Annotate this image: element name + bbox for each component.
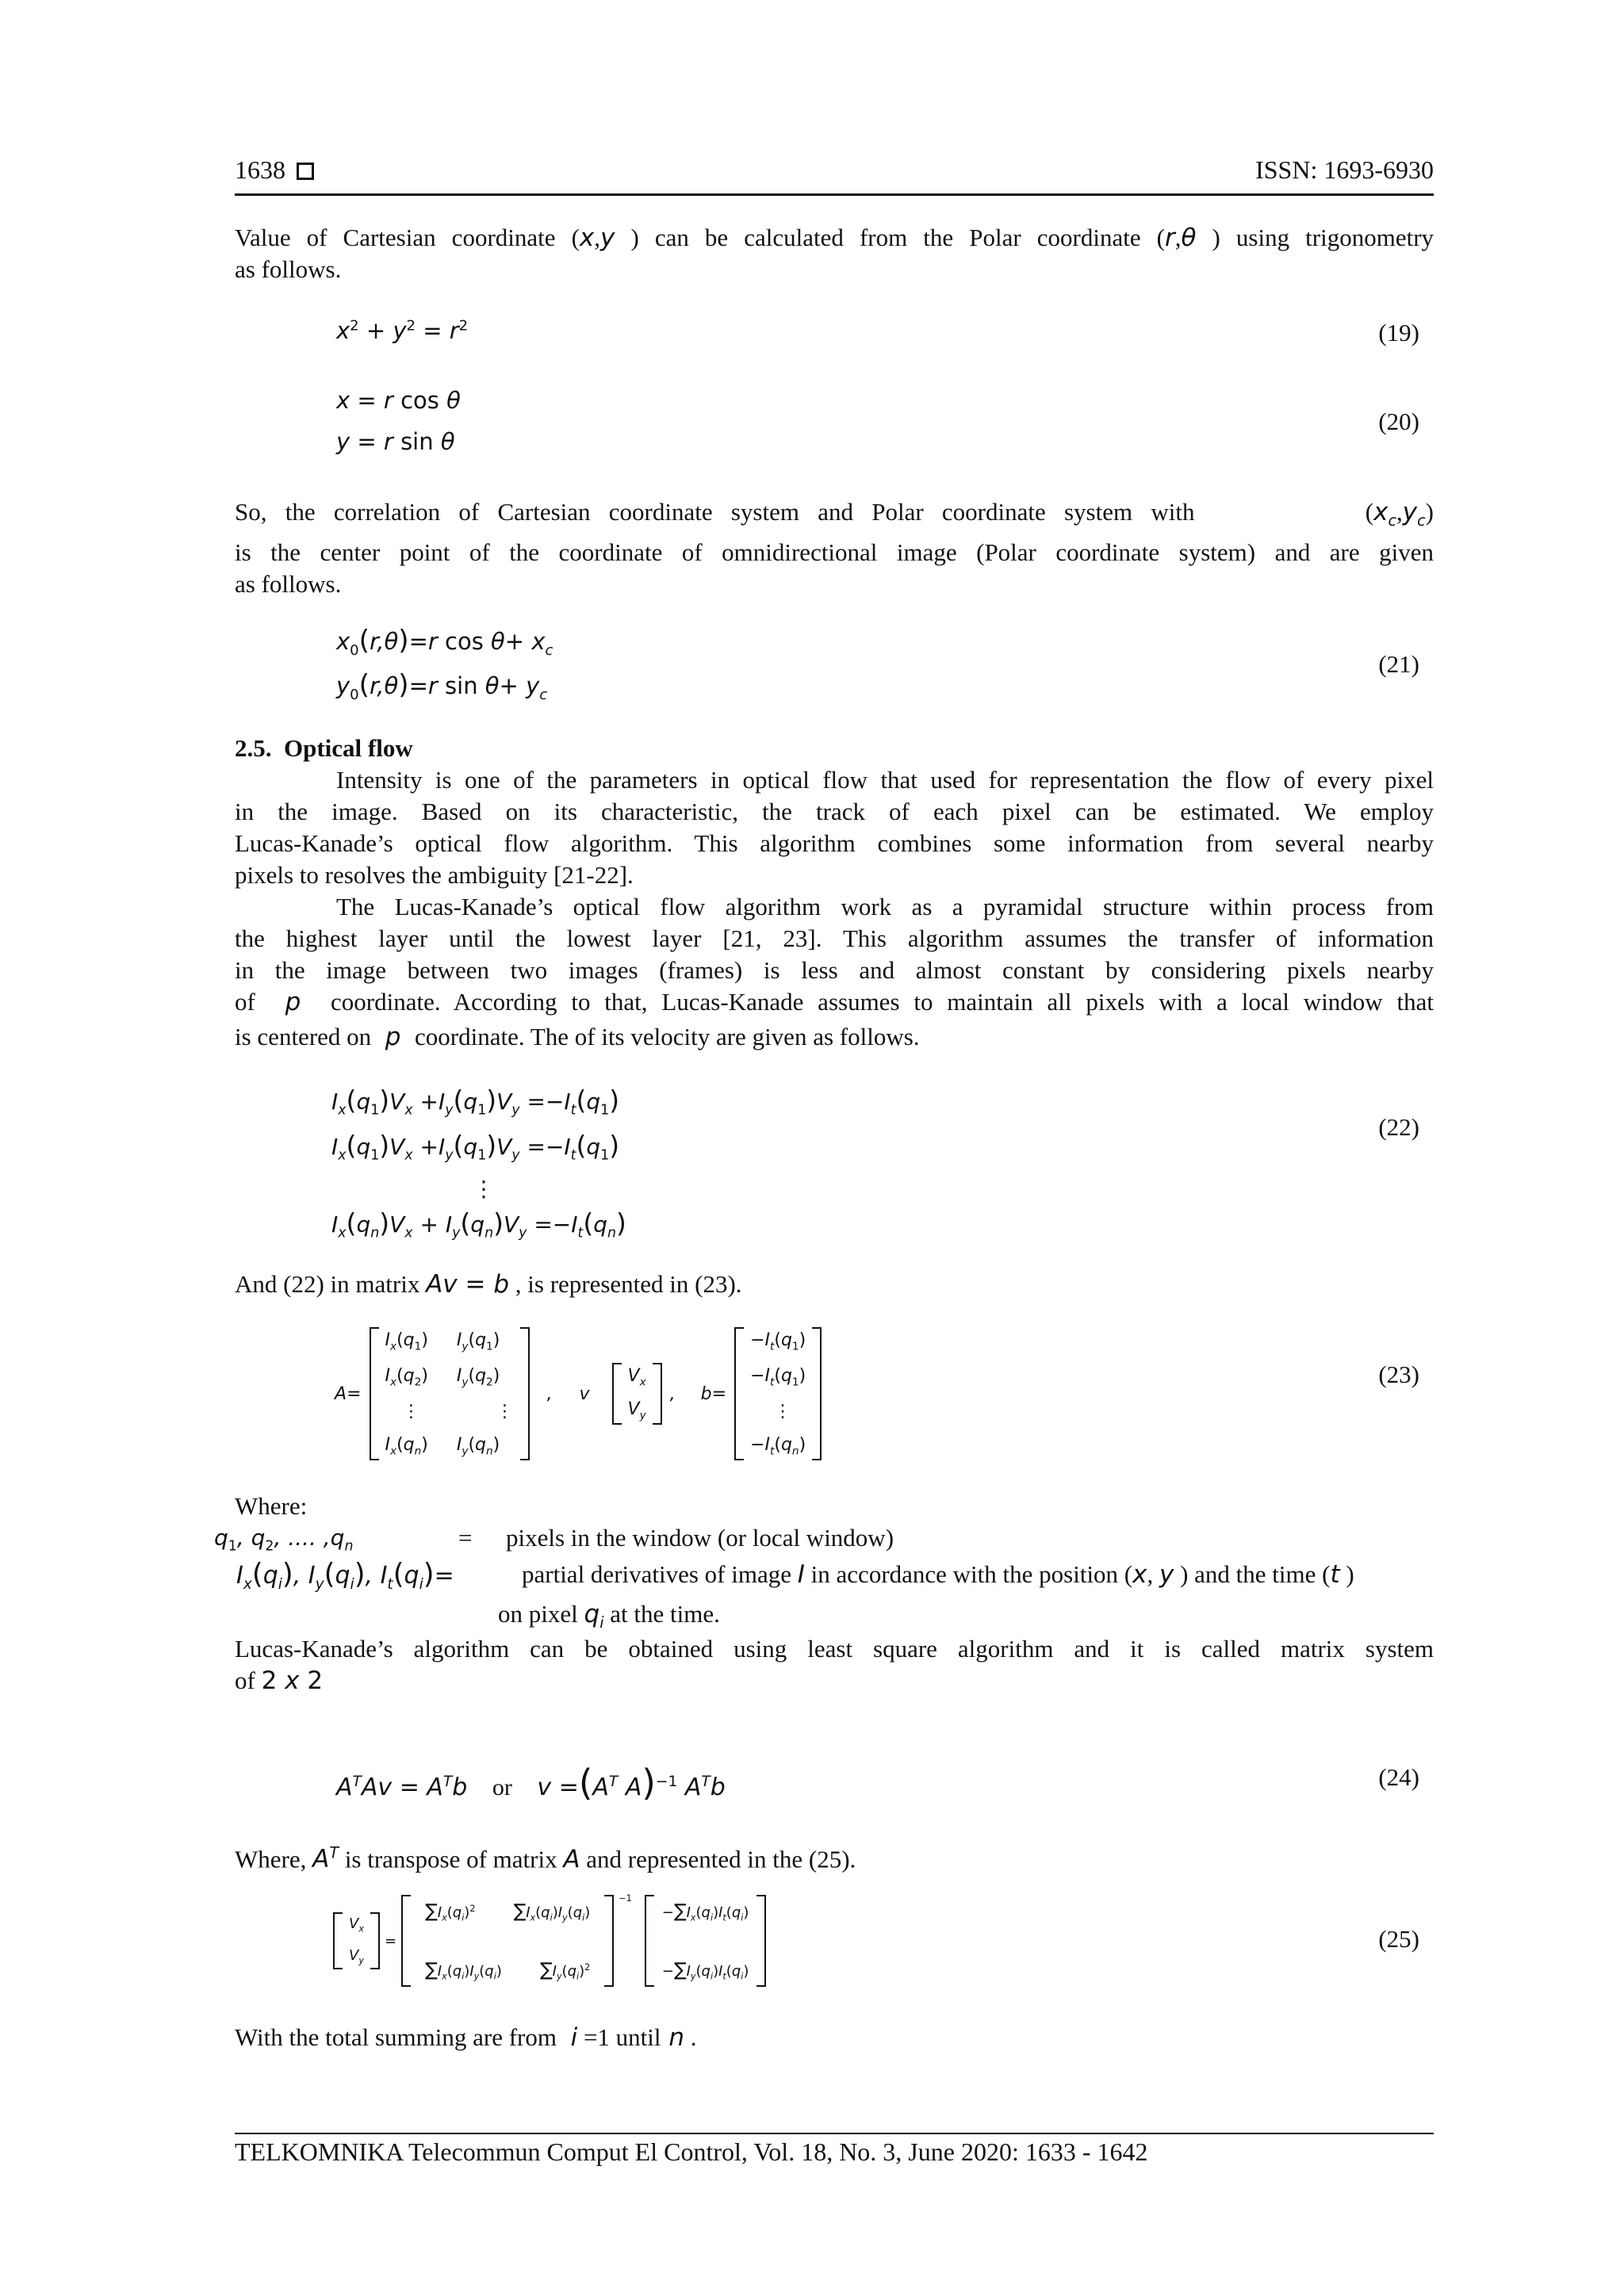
paragraph-2 [235,496,1434,600]
definition-3: on pixel $q_i$ at the time. [498,1600,720,1632]
definition-list [213,1522,1450,1633]
equation-22-line-2: $I_x(q_1)V_x +I_y(q_1)V_y =-I_t(q_1)$ [331,1129,620,1164]
where-label: Where: [235,1492,308,1520]
paragraph-1 [235,222,1434,285]
equation-22-number: (22) [1378,1113,1419,1141]
header-rule [235,193,1434,196]
matrix-structure-tensor: $\sum I_x(q_i)^2$ $\sum I_x(q_i)I_y(q_i)$ $\sum I_x(q_i)I_y(q_i)$ $\sum I_y(q_i)^2$ [401,1895,614,1987]
matrix-temporal: $-\sum I_x(q_i)I_t(q_i)$ $-\sum I_y(q_i)I_t(q_i)$ [645,1895,767,1987]
matrix-a: $I_x(q_1)$ $I_y(q_1)$ $I_x(q_2)$ $I_y(q_2)$ ⋮ ⋮ $I_x(q_n)$ $I_y(q_n)$ [370,1327,530,1460]
square-icon [297,163,314,180]
paragraph-2-line-3: as follows. [235,570,342,599]
equation-22 [331,1083,626,1251]
paragraph-2-line-1: So, the correlation of Cartesian coordinate system and Polar coordinate system with $(x_c,y_c)$ [235,498,1434,530]
equation-22-line-n: $I_x(q_n)V_x + I_y(q_n)V_y =-I_t(q_n)$ [331,1207,626,1242]
definition-1: $q_1$, $q_2$, .... $,q_n$ = pixels in the window (or local window) [214,1524,894,1555]
equation-21-number: (21) [1378,650,1419,678]
paragraph-6-line-2: of 2 x 2 [235,1667,324,1695]
equation-20-line-2: y = r sin θ [336,428,455,455]
paragraph-4-line-5: is centered on p coordinate. The of its velocity are given as follows. [235,1023,920,1051]
equation-20-number: (20) [1378,408,1419,435]
matrix-v: $V_x$ $V_y$ [612,1363,662,1425]
equation-20-line-1: x = r cos θ [336,387,461,414]
equation-25: $V_x$ $V_y$ = $\sum I_x(q_i)^2$ $\sum I_x(q_i)I_y(q_i)$ $\sum I_x(q_i)I_y(q_i)$ $\sum I_y(q_i)^2$ $^{-1}$ $-\sum I_x(q_i)I_t(q_i)$ $-\sum I_y(q_i)I_t(q_i)$ [333,1895,766,1987]
paragraph-3-line-2: in the image. Based on its characteristic, the track of each pixel can be estimated. We employ [235,798,1434,825]
paragraph-2-line-2: is the center point of the coordinate of omnidirectional image (Polar coordinate system) and are given [235,538,1434,567]
paragraph-4-line-1: The Lucas-Kanade’s optical flow algorithm work as a pyramidal structure within process from [336,893,1434,920]
paragraph-4 [235,891,1434,1053]
footer-citation: TELKOMNIKA Telecommun Comput El Control, Vol. 18, No. 3, June 2020: 1633 - 1642 [235,2137,1148,2166]
paragraph-4-line-4: of p coordinate. According to that, Lucas-Kanade assumes to maintain all pixels with a local window that [235,988,1434,1016]
paragraph-3-line-3: Lucas-Kanade’s optical flow algorithm. This algorithm combines some information from several nearby [235,829,1434,857]
equation-24: $A^TAv = A^Tb$ or $v =(A^T$ A)$^{-1}$ $A^Tb$ [336,1762,726,1804]
equation-25-number: (25) [1378,1925,1419,1953]
section-heading: 2.5. Optical flow [235,734,413,762]
equation-22-line-1: $I_x(q_1)V_x +I_y(q_1)V_y =-I_t(q_1)$ [331,1085,620,1119]
matrix-velocity: $V_x$ $V_y$ [333,1912,380,1969]
matrix-b: $-I_t(q_1)$ $-I_t(q_1)$ ⋮ $-I_t(q_n)$ [734,1327,822,1460]
paragraph-7: Where, $A^T$ is transpose of matrix A and represented in the (25). [235,1844,856,1874]
equation-21-line-1: $x_0(r,\theta)=r$ $\cos \theta+ x_c$ [336,625,553,659]
issn: ISSN: 1693-6930 [1255,155,1434,184]
equation-23: A= $I_x(q_1)$ $I_y(q_1)$ $I_x(q_2)$ $I_y(q_2)$ ⋮ ⋮ $I_x(q_n)$ $I_y(q_n)$ , v $V_x$ $V_y$ , b= $-I_t(q_1)$ $-I_t(q_1)$ ⋮ $-I_t(q_n)$ [335,1327,822,1460]
equation-23-number: (23) [1378,1360,1419,1388]
equation-19: $x^2 + y^2 = r^2$ [336,317,469,344]
paragraph-3-line-1: Intensity is one of the parameters in optical flow that used for representation the flow of every pixel [336,766,1434,794]
equation-24-number: (24) [1378,1763,1419,1791]
footer-rule [235,2133,1434,2134]
page-number [235,155,314,185]
paragraph-3 [235,764,1434,891]
paragraph-3-line-4: pixels to resolves the ambiguity [21-22]. [235,861,634,889]
equation-21-line-2: $y_0(r,\theta)=r$ $\sin \theta+ y_c$ [336,669,548,703]
paragraph-6 [235,1633,1434,1697]
paragraph-5: And (22) in matrix Av = b , is represented in (23). [235,1270,742,1299]
equation-19-number: (19) [1378,319,1419,346]
paragraph-6-line-1: Lucas-Kanade’s algorithm can be obtained using least square algorithm and it is called matrix system [235,1635,1434,1663]
paragraph-1-line-1: Value of Cartesian coordinate (x,y ) can be calculated from the Polar coordinate (r,θ ) using trigonometry [235,224,1434,252]
paragraph-1-line-2: as follows. [235,255,342,283]
paragraph-8: With the total summing are from i =1 until n . [235,2023,697,2052]
paragraph-4-line-3: in the image between two images (frames) is less and almost constant by considering pixels nearby [235,956,1434,984]
paragraph-4-line-2: the highest layer until the lowest layer [21, 23]. This algorithm assumes the transfer of information [235,924,1434,952]
page-number-text: 1638 [235,155,285,184]
definition-2: $I_x(q_i)$, $I_y(q_i)$, $I_t(q_i)=$ partial derivatives of image I in accordance with the position (x, y ) and the time (t ) [236,1558,1354,1593]
equation-22-vdots: ⋮ [473,1176,495,1203]
